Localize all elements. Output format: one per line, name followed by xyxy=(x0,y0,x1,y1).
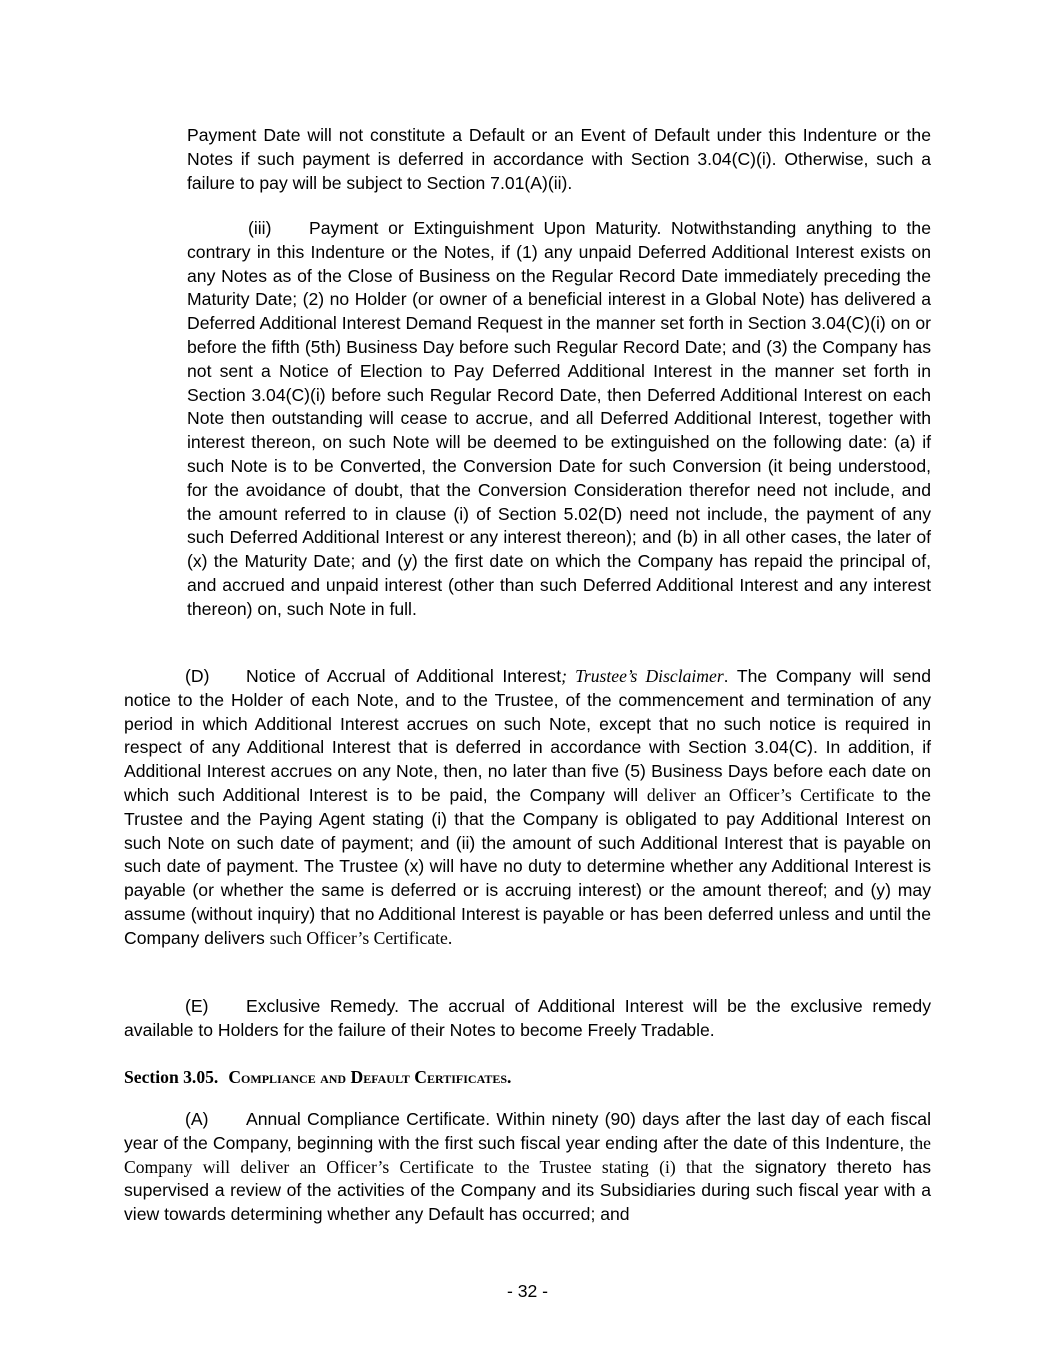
paragraph-d-marker: (D) xyxy=(185,666,210,686)
paragraph-e-text: Exclusive Remedy. The accrual of Additional Interest will be the exclusive remedy available to Holders for the failure of their Notes to become Freely Tradable. xyxy=(124,996,931,1040)
paragraph-a xyxy=(124,1108,931,1227)
continuation-paragraph: Payment Date will not constitute a Default or an Event of Default under this Indenture or the Notes if such payment is deferred in accordance with Section 3.04(C)(i). Otherwise, such a failure to pay will be subject to Section 7.01(A)(ii). xyxy=(187,125,931,193)
section-number: Section 3.05. xyxy=(124,1067,219,1087)
section-title: Compliance and Default Certificates. xyxy=(228,1067,512,1087)
paragraph-d-title: Notice of Accrual of Additional Interest xyxy=(246,666,562,686)
paragraph-e xyxy=(124,995,931,1043)
paragraph-d-serif-2: such Officer’s Certificate. xyxy=(269,927,453,948)
paragraph-d-text-a: . The Company will send notice to the Holder of each Note, and to the Trustee, of the commencement and termination of any period in which Additional Interest accrues on such Note, except that no such notice is required in respect of any Additional Interest that is deferred in accordance with Section 3.04(C). In addition, if Additional Interest accrues on any Note, then, no later than five (5) Business Days before each date on which such Additional Interest is to be paid, the Company will xyxy=(124,666,931,805)
paragraph-e-marker: (E) xyxy=(185,996,209,1016)
page-number: - 32 - xyxy=(506,1281,549,1301)
paragraph-d-title-italic: ; Trustee’s Disclaimer xyxy=(561,666,724,686)
paragraph-a-serif: the Company will deliver an Officer’s Certificate to the Trustee stating (i) that the xyxy=(124,1132,931,1177)
paragraph-d-serif-1: deliver an Officer’s Certificate xyxy=(646,784,875,805)
paragraph-iii xyxy=(187,217,931,622)
section-heading xyxy=(124,1066,511,1090)
paragraph-a-marker: (A) xyxy=(185,1109,209,1129)
paragraph-a-text-a: Annual Compliance Certificate. Within ninety (90) days after the last day of each fiscal year of the Company, beginning with the first such fiscal year ending after the date of this Indenture, xyxy=(124,1109,931,1153)
paragraph-d-text-b: to the Trustee and the Paying Agent stating (i) that the Company is obligated to pay Additional Interest on such Note on such date of payment; and (ii) the amount of such Additional Interest that is payable on such date of payment. The Trustee (x) will have no duty to determine whether any Additional Interest is payable (or whether the same is deferred or is accruing interest) or the amount thereof; and (y) may assume (without inquiry) that no Additional Interest is payable or has been deferred unless and until the Company delivers xyxy=(124,784,931,948)
paragraph-a-text-b: signatory thereto has supervised a review of the activities of the Company and its Subsidiaries during such fiscal year with a view towards determining whether any Default has occurred; and xyxy=(124,1156,931,1225)
paragraph-iii-text: Payment or Extinguishment Upon Maturity. Notwithstanding anything to the contrary in this Indenture or the Notes, if (1) any unpaid Deferred Additional Interest exists on any Notes as of the Close of Business on the Regular Record Date immediately preceding the Maturity Date; (2) no Holder (or owner of a beneficial interest in a Global Note) has delivered a Deferred Additional Interest Demand Request in the manner set forth in Section 3.04(C)(i) on or before the fifth (5th) Business Day before such Regular Record Date; and (3) the Company has not sent a Notice of Election to Pay Deferred Additional Interest in the manner set forth in Section 3.04(C)(i) before such Regular Record Date, then Deferred Additional Interest on each Note then outstanding will cease to accrue, and all Deferred Additional Interest, together with interest thereon, on such Note will be deemed to be extinguished on the following date: (a) if such Note is to be Converted, the Conversion Date for such Conversion (it being understood, for the avoidance of doubt, that the Conversion Consideration therefor need not include, and the amount referred to in clause (i) of Section 5.02(D) need not include, the payment of any such Deferred Additional Interest or any interest thereon); and (b) in all other cases, the later of (x) the Maturity Date; and (y) the first date on which the Company has repaid the principal of, and accrued and unpaid interest (other than such Deferred Additional Interest and any interest thereon) on, such Note in full. xyxy=(187,218,931,619)
paragraph-iii-marker: (iii) xyxy=(248,218,272,238)
paragraph-d xyxy=(124,665,931,951)
